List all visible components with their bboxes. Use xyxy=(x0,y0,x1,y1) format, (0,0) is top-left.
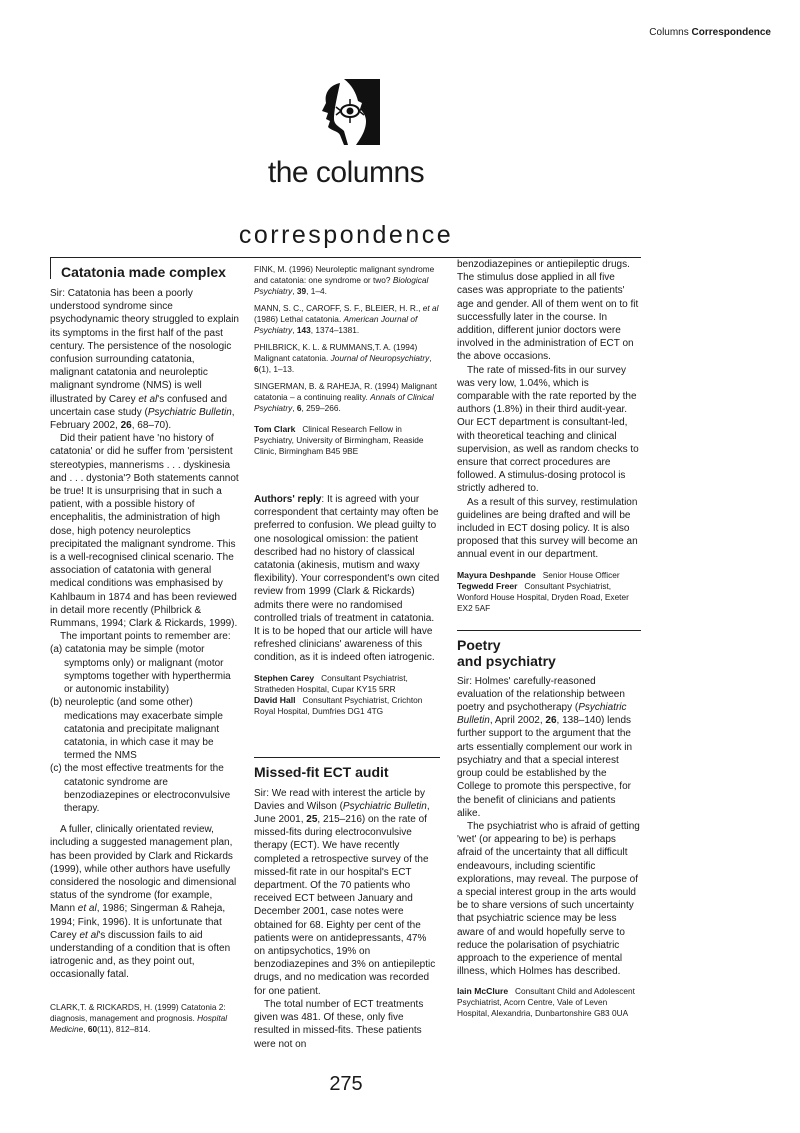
article2-paragraph-2b: benzodiazepines or antiepileptic drugs. The stimulus dose applied in all five cases was appropriate to the patients' age and gender. All of them went on to fit successfully later in the course. In addition, different junior doctors were involved in the administration of ECT on the above occasions. xyxy=(457,259,639,363)
article2-paragraph-4: As a result of this survey, restimulation guidelines are being drafted and will be included in ECT dosing policy. It is also proposed that this survey will become an annual event in our department. xyxy=(457,496,638,561)
article3-paragraph-2: The psychiatrist who is afraid of getting 'wet' (or appearing to be) is perhaps afraid of the uncertainty that all difficult endeavours, including scientific explorations, may reveal. The purpose of a special interest group in the arts would be to share versions of such uncertainty that psychiatric science may be less aware of and would hopefully serve to reduce the polarisation of psychiatric approach to the experience of mental illness, which Holmes has described. xyxy=(457,820,640,978)
list-item: (a) catatonia may be simple (motor symptoms only) or malignant (motor symptoms together with hyperthermia or autonomic instability) xyxy=(50,644,231,696)
article2-signature-1: Mayura Deshpande Senior House Officer xyxy=(457,569,620,580)
article1-signature: Tom Clark Clinical Research Fellow in Psychiatry, University of Birmingham, Reaside Clinic, Birmingham B45 9BE xyxy=(254,424,424,456)
article-title-ect: Missed-fit ECT audit xyxy=(254,763,389,780)
list-item: (c) the most effective treatments for the catatonic syndrome are benzodiazepines or electroconvulsive therapy. xyxy=(50,763,231,814)
article2-paragraph-2a: The total number of ECT treatments given was 481. Of these, only five resulted in missed-fits. These patients were not on xyxy=(254,998,424,1050)
article1-paragraph-3: The important points to remember are: xyxy=(60,631,231,643)
article2-paragraph-1: Sir: We read with interest the article by Davies and Wilson (Psychiatric Bulletin, June 2001, 25, 215–216) on the rate of missed-fits during electroconvulsive therapy (ECT). We have recently completed a retrospective survey of the missed-fit rate in our hospital's ECT department. Of the 70 patients who received ECT between January and December 2001, case notes were obtained for 68. Eighty per cent of the patients were on antidepressants, 47% on antipsychotics, 19% on benzodiazepines and 3% on antiepileptic drugs, and no medication was recorded for one patient. xyxy=(254,787,436,997)
article1-paragraph-2: Did their patient have 'no history of catatonia' or did he suffer from 'persistent stereotypies, mannerisms . . . dyskinesia and . . . dystonia'? Both statements cannot be true! It is unsurprising that in such a patient, with a possible history of encephalitis, the administration of high dose, high potency neuroleptics precipitated the malignant syndrome. This is a well-recognised clinical scenario. The association of catatonia with general medical conditions was emphasised by Kahlbaum in 1874 and has been reviewed in detail more recently (Philbrick & Rummans, 1994; Clark & Rickards, 1999). xyxy=(50,433,239,630)
reply-paragraph: Authors' reply: It is agreed with your correspondent that certainty may often be preferred to confusion. We plead guilty to one nosological omission: the patient described had no history of classical catatonia (akinesis, mutism and waxy flexibility). Your correspondent's own cited review from 1999 (Clark & Rickards) admits there were no randomised controlled trials of treatment in catatonia. It is to be hoped that our article will have refreshed clinicians' awareness of this condition, as it is indeed often iatrogenic. xyxy=(254,494,440,664)
reference-clark: CLARK,T. & RICKARDS, H. (1999) Catatonia 2: diagnosis, management and prognosis. Hospital Medicine, 60(11), 812–814. xyxy=(50,1001,228,1034)
article1-paragraph-1: Sir: Catatonia has been a poorly understood syndrome since psychodynamic theory struggled to explain its symptoms in the first half of the past century. The persistence of the nosologic confusion surrounding catatonia, malignant catatonia and neuroleptic malignant syndrome (NMS) is well illustrated by Carey et al's confused and uncertain case study (Psychiatric Bulletin, February 2002, 26, 68–70). xyxy=(50,288,239,432)
article2-signature-2: Tegwedd Freer Consultant Psychiatrist, Wonford House Hospital, Dryden Road, Exeter EX2 5AF xyxy=(457,580,629,613)
section-rule xyxy=(254,757,440,758)
running-head-subsection: Correspondence xyxy=(691,27,771,38)
reference-fink: FINK, M. (1996) Neuroleptic malignant syndrome and catatonia: one syndrome or two? Biological Psychiatry, 39, 1–4. xyxy=(254,264,435,296)
article2-paragraph-3: The rate of missed-fits in our survey was very low, 1.04%, which is comparable with the rate reported by the authors (1.8%) in their third audit-year. Our ECT department is consultant-led, with theoretical teaching and clinical supervision, as well as random checks to ensure that correct procedures are followed. A stimulus-dosing protocol is strictly adhered to. xyxy=(457,364,639,495)
running-head xyxy=(649,27,771,38)
columns-title: the columns xyxy=(267,156,425,189)
column-1 xyxy=(50,258,240,1041)
article-title-catatonia: Catatonia made complex xyxy=(61,264,226,280)
article3-paragraph-1: Sir: Holmes' carefully-reasoned evaluation of the relationship between poetry and psychotherapy (Psychiatric Bulletin, April 2002, 26, 138–140) lends further support to the argument that the arts essentially complement our work in psychiatry and that a special interest group could be established by the College to promote this perspective, for the benefit of clinicians and patients alike. xyxy=(457,675,633,819)
column-3 xyxy=(457,258,641,1019)
reference-singerman: SINGERMAN, B. & RAHEJA, R. (1994) Malignant catatonia – a continuing reality. Annals of Clinical Psychiatry, 6, 259–266. xyxy=(254,381,438,413)
columns-logo-icon xyxy=(322,79,380,145)
article3-signature: Iain McClure Consultant Child and Adolescent Psychiatrist, Acorn Centre, Vale of Leven Hospital, Alexandria, Dunbartonshire G83 0UA xyxy=(457,986,635,1019)
list-item: (b) neuroleptic (and some other) medications may exacerbate simple catatonia and precipitate malignant catatonia, in which case it may be termed the NMS xyxy=(50,697,223,762)
reply-signature-1: Stephen Carey Consultant Psychiatrist, Stratheden Hospital, Cupar KY15 5RR xyxy=(254,672,408,694)
article1-paragraph-4: A fuller, clinically orientated review, including a suggested management plan, has been provided by Clark and Rickards (1999), while other authors have usefully considered the nosologic and dimensional status of the syndrome (for example, Mann et al, 1986; Singerman & Raheja, 1994; Fink, 1996). It is unfortunate that Carey et al's discussion fails to aid understanding of a condition that is often iatrogenic and, as they point out, occasionally fatal. xyxy=(50,824,237,981)
article-title-poetry: Poetry and psychiatry xyxy=(457,636,556,669)
reply-signature-2: David Hall Consultant Psychiatrist, Crichton Royal Hospital, Dumfries DG1 4TG xyxy=(254,694,423,716)
column-2 xyxy=(254,258,440,1051)
section-title: correspondence xyxy=(238,221,454,249)
reference-philbrick: PHILBRICK, K. L. & RUMMANS,T. A. (1994) Malignant catatonia. Journal of Neuropsychiatry, 6(1), 1–13. xyxy=(254,342,432,374)
article1-points-list xyxy=(50,643,240,815)
page-number: 275 xyxy=(329,1073,363,1095)
section-rule xyxy=(457,630,641,631)
running-head-section: Columns xyxy=(649,27,689,38)
reference-mann: MANN, S. C., CAROFF, S. F., BLEIER, H. R., et al (1986) Lethal catatonia. American Journal of Psychiatry, 143, 1374–1381. xyxy=(254,303,439,335)
